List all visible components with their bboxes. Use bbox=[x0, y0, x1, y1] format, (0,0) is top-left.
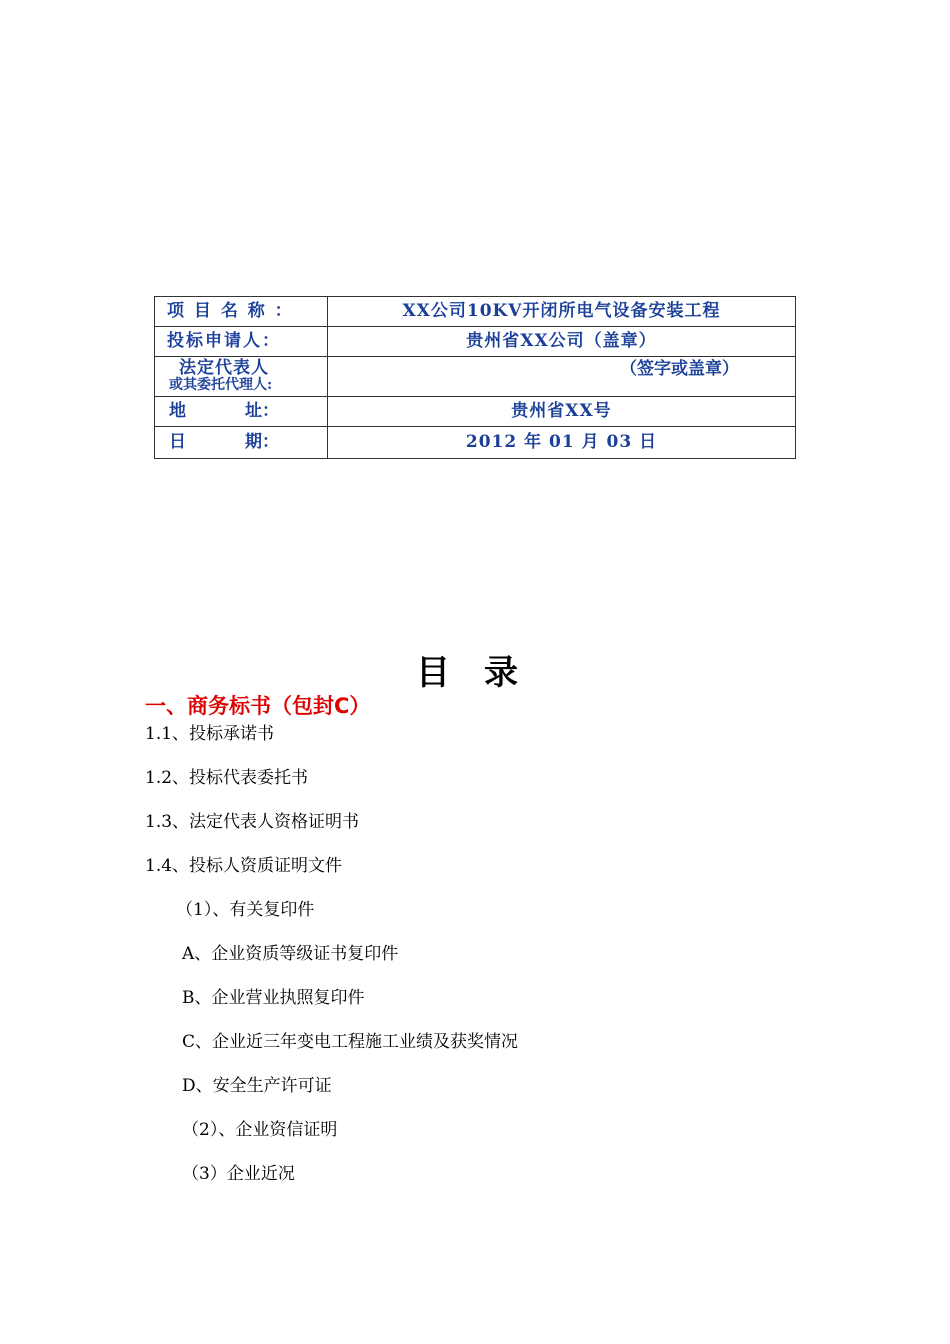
toc-item: C、企业近三年变电工程施工业绩及获奖情况 bbox=[182, 1032, 519, 1052]
address-label bbox=[155, 397, 328, 427]
toc-item: A、企业资质等级证书复印件 bbox=[182, 944, 399, 964]
toc-item: （2）、企业资信证明 bbox=[182, 1120, 338, 1140]
toc-title: 目录 bbox=[416, 653, 552, 693]
toc-section-commercial: 一、商务标书（包封C） bbox=[145, 694, 371, 718]
rep-label-line1: 法定代表人 bbox=[179, 358, 269, 379]
address-value: 贵州省XX号 bbox=[328, 397, 796, 427]
toc-item: B、企业营业执照复印件 bbox=[182, 988, 365, 1008]
date-value: 2012 年 01 月 03 日 bbox=[328, 427, 796, 459]
applicant-label: 投标申请人： bbox=[155, 327, 328, 357]
address-label-b: 址： bbox=[245, 401, 279, 421]
toc-item: 1.2、投标代表委托书 bbox=[145, 768, 309, 788]
toc-item: （3）企业近况 bbox=[182, 1164, 295, 1184]
applicant-value: 贵州省XX公司（盖章） bbox=[328, 327, 796, 357]
row-date bbox=[155, 427, 796, 459]
project-value: XX公司10KV开闭所电气设备安装工程 bbox=[328, 297, 796, 327]
toc-item: 1.3、法定代表人资格证明书 bbox=[145, 812, 360, 832]
date-label bbox=[155, 427, 328, 459]
row-applicant bbox=[155, 327, 796, 357]
row-project bbox=[155, 297, 796, 327]
sign-or-seal: （签字或盖章） bbox=[620, 359, 739, 379]
toc-item: 1.4、投标人资质证明文件 bbox=[145, 856, 343, 876]
toc-item: （1）、有关复印件 bbox=[176, 900, 315, 920]
toc-item: 1.1、投标承诺书 bbox=[145, 724, 275, 744]
row-address bbox=[155, 397, 796, 427]
date-label-b: 期： bbox=[245, 432, 279, 452]
rep-label-line2: 或其委托代理人: bbox=[169, 377, 273, 394]
toc-item: D、安全生产许可证 bbox=[182, 1076, 332, 1096]
row-representative bbox=[155, 357, 796, 397]
project-label: 项 目 名 称 ： bbox=[155, 297, 328, 327]
cover-info-table bbox=[154, 296, 796, 459]
date-label-a: 日 bbox=[169, 432, 186, 452]
representative-label bbox=[155, 357, 328, 397]
representative-value bbox=[328, 357, 796, 397]
address-label-a: 地 bbox=[169, 401, 186, 421]
